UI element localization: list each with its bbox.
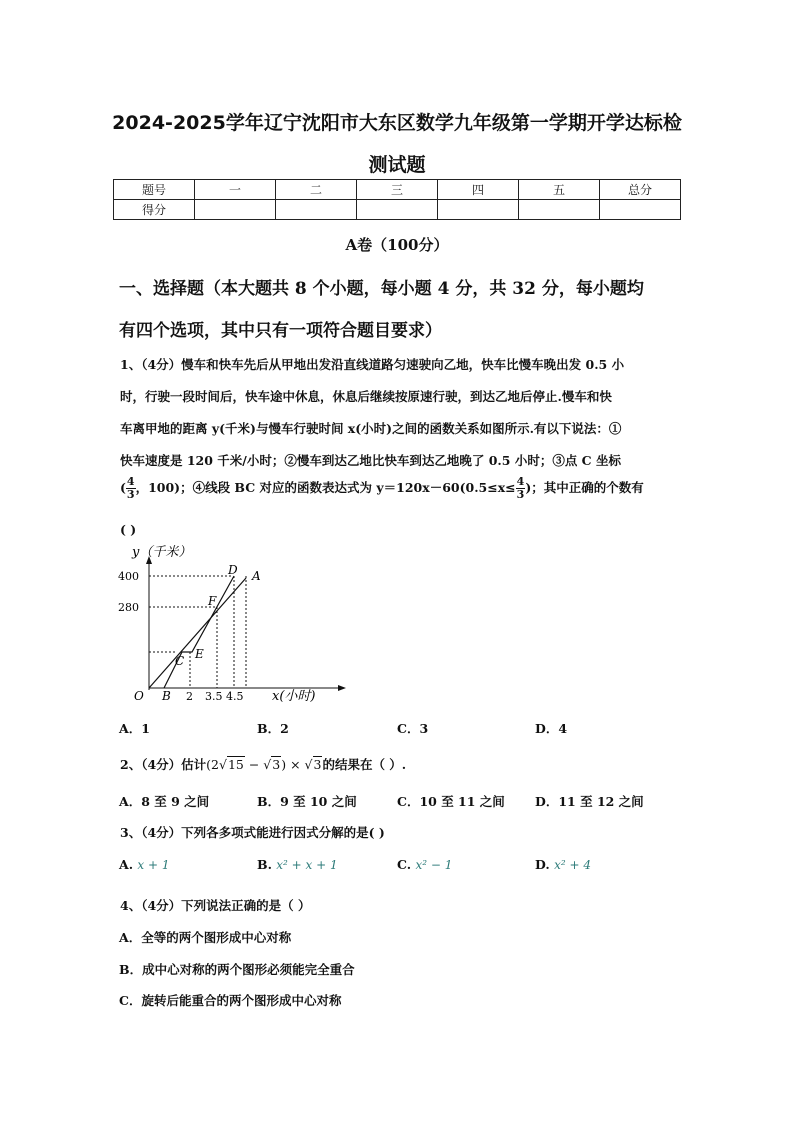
option-expression: x² + 4 xyxy=(554,858,592,872)
point-B-label: B xyxy=(162,689,171,703)
score-table-header-row xyxy=(114,180,681,200)
q1-option-b[interactable]: B．2 xyxy=(257,721,289,736)
point-A-label: A xyxy=(252,569,261,583)
q4-option-b[interactable]: B．成中心对称的两个图形必须能完全重合 xyxy=(119,962,355,977)
score-cell[interactable] xyxy=(519,200,600,220)
expr-part: − xyxy=(244,757,264,772)
q3-option-b[interactable] xyxy=(257,857,338,872)
y-tick-280: 280 xyxy=(118,601,139,614)
score-header-cell: 一 xyxy=(195,180,276,200)
q2-expression: (2√15 − √3) × √3 xyxy=(206,757,322,772)
section-a-label: A卷（100分） xyxy=(345,236,449,254)
score-table-score-row xyxy=(114,200,681,220)
sqrt-radicand: 15 xyxy=(227,757,244,772)
score-header-cell: 题号 xyxy=(114,180,195,200)
x-tick-4.5: 4.5 xyxy=(226,690,244,703)
q1-line4: 快车速度是 120 千米/小时；②慢车到达乙地比快车到达乙地晚了 0.5 小时；③点 C 坐标 xyxy=(120,453,621,468)
score-row-label: 得分 xyxy=(114,200,195,220)
x-tick-2: 2 xyxy=(186,690,193,703)
sqrt-radicand: 3 xyxy=(272,757,281,772)
score-header-cell: 五 xyxy=(519,180,600,200)
q3-option-c[interactable] xyxy=(397,857,452,872)
x-axis-label: x(小时) xyxy=(272,689,316,704)
doc-title-line2: 测试题 xyxy=(368,154,426,176)
q2-option-b[interactable]: B．9 至 10 之间 xyxy=(257,794,357,809)
expr-part: ) × xyxy=(281,757,305,772)
q2-stem xyxy=(120,755,406,773)
point-D-label: D xyxy=(228,563,238,577)
q1-answer-paren: ( ) xyxy=(120,522,137,537)
q4-option-a[interactable]: A．全等的两个图形成中心对称 xyxy=(119,930,292,945)
option-label: B. xyxy=(257,857,272,872)
option-label: C. xyxy=(397,857,412,872)
q1-option-d[interactable]: D．4 xyxy=(535,721,568,736)
q2-stem-suffix: 的结果在（ ）. xyxy=(322,757,407,772)
x-tick-3.5: 3.5 xyxy=(205,690,223,703)
q2-option-d[interactable]: D．11 至 12 之间 xyxy=(535,794,644,809)
score-cell[interactable] xyxy=(438,200,519,220)
y-tick-400: 400 xyxy=(118,570,139,583)
score-header-cell: 三 xyxy=(357,180,438,200)
option-expression: x² − 1 xyxy=(415,858,453,872)
score-cell[interactable] xyxy=(600,200,681,220)
q2-option-c[interactable]: C．10 至 11 之间 xyxy=(397,794,505,809)
frac-denominator: 3 xyxy=(126,488,135,501)
score-header-cell: 二 xyxy=(276,180,357,200)
q3-option-a[interactable] xyxy=(119,857,170,872)
fraction xyxy=(516,476,526,501)
slow-car-line xyxy=(149,578,246,688)
score-header-cell: 总分 xyxy=(600,180,681,200)
point-F-label: F xyxy=(208,594,217,608)
q1-line5-open: ( xyxy=(120,480,126,495)
q1-function-graph xyxy=(112,540,352,710)
q2-option-a[interactable]: A．8 至 9 之间 xyxy=(119,794,210,809)
score-cell[interactable] xyxy=(195,200,276,220)
score-cell[interactable] xyxy=(357,200,438,220)
fraction xyxy=(126,476,136,501)
option-label: D. xyxy=(535,857,550,872)
x-axis-arrow xyxy=(338,685,346,691)
q3-stem: 3、（4分）下列各多项式能进行因式分解的是( ) xyxy=(120,825,385,840)
frac-numerator: 4 xyxy=(126,475,135,488)
doc-title-line1: 2024-2025学年辽宁沈阳市大东区数学九年级第一学期开学达标检 xyxy=(112,112,682,134)
q1-line5-end: )；其中正确的个数有 xyxy=(525,480,644,495)
part1-heading-line2: 有四个选项，其中只有一项符合题目要求） xyxy=(119,321,442,341)
q2-stem-prefix: 2、（4分）估计 xyxy=(120,757,207,772)
sqrt-radicand: 3 xyxy=(313,757,322,772)
q1-option-c[interactable]: C．3 xyxy=(397,721,429,736)
point-E-label: E xyxy=(195,647,204,661)
q1-option-a[interactable]: A．1 xyxy=(119,721,150,736)
option-expression: x + 1 xyxy=(137,858,170,872)
expr-part: (2 xyxy=(206,757,219,772)
frac-numerator: 4 xyxy=(516,475,525,488)
point-O-label: O xyxy=(134,689,144,703)
score-table xyxy=(113,179,681,220)
q1-line3: 车离甲地的距离 y(千米)与慢车行驶时间 x(小时)之间的函数关系如图所示.有以下说法：① xyxy=(120,421,622,436)
q4-option-c[interactable]: C．旋转后能重合的两个图形成中心对称 xyxy=(119,993,342,1008)
q1-line5-mid: ，100)；④线段 BC 对应的函数表达式为 y＝120x－60(0.5≤x≤ xyxy=(135,480,516,495)
frac-denominator: 3 xyxy=(516,488,525,501)
option-expression: x² + x + 1 xyxy=(276,858,338,872)
option-label: A. xyxy=(119,857,134,872)
q3-option-d[interactable] xyxy=(535,857,591,872)
q1-line2: 时，行驶一段时间后，快车途中休息，休息后继续按原速行驶，到达乙地后停止.慢车和快 xyxy=(120,389,612,404)
q1-line5 xyxy=(120,476,644,501)
part1-heading-line1: 一、选择题（本大题共 8 个小题，每小题 4 分，共 32 分，每小题均 xyxy=(119,279,644,299)
y-axis-label: y（千米） xyxy=(132,545,192,560)
score-cell[interactable] xyxy=(276,200,357,220)
q4-stem: 4、（4分）下列说法正确的是（ ） xyxy=(120,898,311,913)
q1-line1: 1、（4分）慢车和快车先后从甲地出发沿直线道路匀速驶向乙地，快车比慢车晚出发 0.5 小 xyxy=(120,357,625,372)
point-C-label: C xyxy=(175,654,185,668)
score-header-cell: 四 xyxy=(438,180,519,200)
